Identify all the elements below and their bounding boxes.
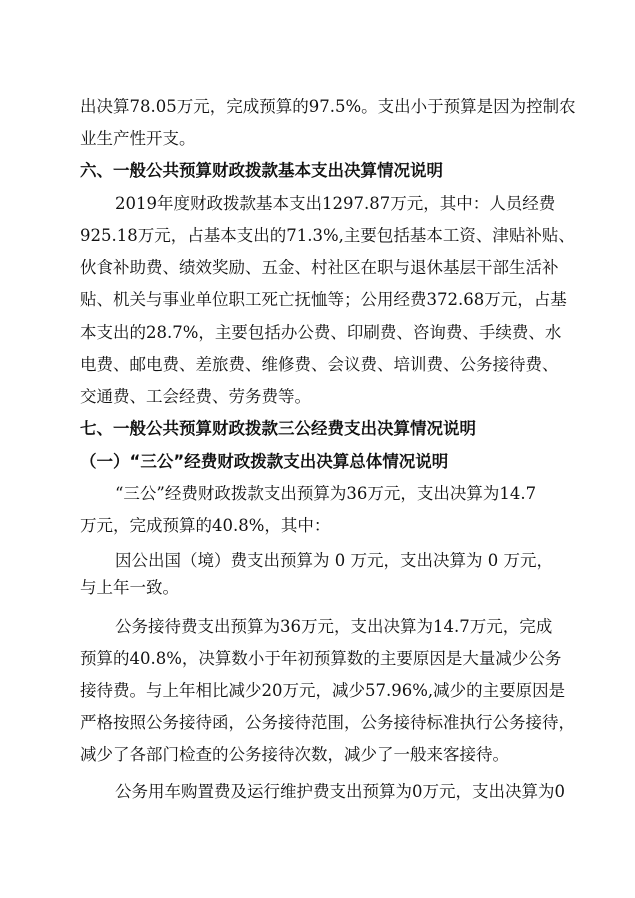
paragraph-line: 伙食补助费、绩效奖励、五金、村社区在职与退休基层干部生活补 [80, 258, 559, 277]
paragraph-line: “三公”经费财政拨款支出预算为36万元，支出决算为14.7 [115, 484, 537, 503]
paragraph-line: 2019年度财政拨款基本支出1297.87万元，其中：人员经费 [115, 194, 556, 213]
paragraph-line: 贴、机关与事业单位职工死亡抚恤等；公用经费372.68万元，占基 [80, 290, 567, 309]
paragraph-line: 与上年一致。 [80, 578, 179, 597]
paragraph-line: 减少了各部门检查的公务接待次数，减少了一般来客接待。 [80, 745, 509, 764]
paragraph-line: 严格按照公务接待函，公务接待范围，公务接待标准执行公务接待， [80, 713, 575, 732]
paragraph-line: 因公出国（境）费支出预算为 0 万元，支出决算为 0 万元， [115, 551, 553, 570]
paragraph-line: 出决算78.05万元，完成预算的97.5%。支出小于预算是因为控制农 [80, 97, 576, 116]
paragraph-line: 本支出的28.7%，主要包括办公费、印刷费、咨询费、手续费、水 [80, 323, 562, 342]
paragraph-line: 业生产性开支。 [80, 129, 196, 148]
paragraph-line: 公务接待费支出预算为36万元，支出决算为14.7万元，完成 [115, 617, 553, 636]
paragraph-line: 925.18万元，占基本支出的71.3%,主要包括基本工资、津贴补贴、 [80, 226, 575, 245]
paragraph-line: 接待费。与上年相比减少20万元，减少57.96%,减少的主要原因是 [80, 681, 566, 700]
subsection-heading-1: （一）“三公”经费财政拨款支出决算总体情况说明 [80, 452, 449, 471]
paragraph-line: 万元，完成预算的40.8%，其中： [80, 516, 331, 535]
paragraph-line: 预算的40.8%，决算数小于年初预算数的主要原因是大量减少公务 [80, 649, 562, 668]
paragraph-line: 交通费、工会经费、劳务费等。 [80, 387, 311, 406]
paragraph-line: 电费、邮电费、差旅费、维修费、会议费、培训费、公务接待费、 [80, 355, 559, 374]
section-heading-6: 六、一般公共预算财政拨款基本支出决算情况说明 [80, 161, 443, 180]
section-heading-7: 七、一般公共预算财政拨款三公经费支出决算情况说明 [80, 419, 476, 438]
paragraph-line: 公务用车购置费及运行维护费支出预算为0万元，支出决算为0 [115, 782, 565, 801]
